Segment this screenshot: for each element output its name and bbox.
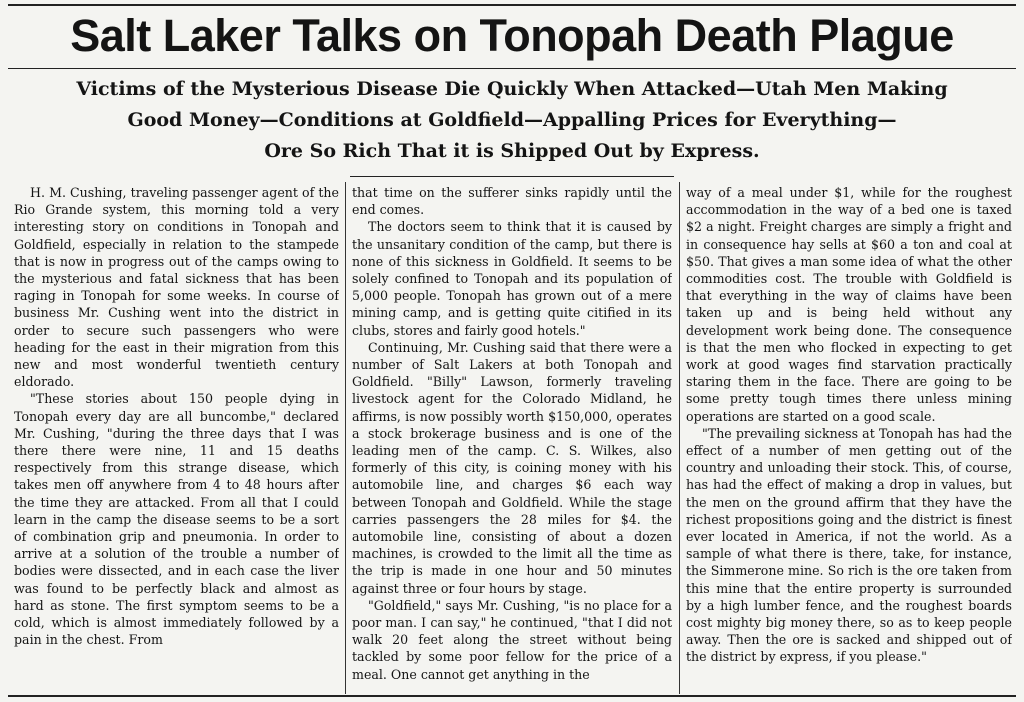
paragraph: "These stories about 150 people dying in Tonopah every day are all buncombe," declared Mr. Cushing, "during the three days that I was there there were nine, 11 and 15 deaths respectively from this strange disease, which takes men off anywhere from 4 to 48 hours after the time they are attacked. From all that I could learn in the camp the disease seems to be a sort of combination grip and pneumonia. In order to arrive at a solution of the trouble a number of bodies were dissected, and in each case the liver was found to be perfectly black and almost as hard as stone. The first symptom seems to be a cold, which is almost immediately followed by a pain in the chest. From <box>14 391 339 648</box>
subheadline-deck <box>0 74 1024 167</box>
deck-line-2: Good Money—Conditions at Goldfield—Appalling Prices for Everything— <box>127 109 897 131</box>
paragraph: that time on the sufferer sinks rapidly until the end comes. <box>352 185 672 218</box>
paragraph: The doctors seem to think that it is caused by the unsanitary condition of the camp, but there is none of this sickness in Goldfield. It seems to be solely confined to Tonopah and its population of 5,000 people. Tonopah has grown out of a mere mining camp, and is getting quite citified in its clubs, stores and fairly good hotels." <box>352 219 672 338</box>
deck-rule <box>350 176 674 177</box>
paragraph: way of a meal under $1, while for the roughest accommodation in the way of a bed one is taxed $2 a night. Freight charges are simply a fright and in consequence hay sells at $60 a ton and coal at $50. That gives a man some idea of what the other commodities cost. The trouble with Goldfield is that everything in the way of claims have been taken up and is being held without any development work being done. The consequence is that the men who flocked in expecting to get work at good wages find starvation practically staring them in the face. There are going to be some pretty tough times there unless mining operations are started on a good scale. <box>686 185 1012 424</box>
bottom-rule <box>8 695 1016 697</box>
article-column-1 <box>14 184 339 690</box>
paragraph: "The prevailing sickness at Tonopah has had the effect of a number of men getting out of the country and unloading their stock. This, of course, has had the effect of making a drop in values, but the men on the ground affirm that they have the richest propositions going and the district is finest ever located in America, if not the world. As a sample of what there is there, take, for instance, the Simmerone mine. So rich is the ore taken from this mine that the entire property is surrounded by a high lumber fence, and the roughest boards cost mighty big money there, so as to keep people away. Then the ore is sacked and shipped out of the district by express, if you please." <box>686 425 1012 665</box>
column-divider <box>345 182 346 694</box>
deck-line-3: Ore So Rich That it is Shipped Out by Express. <box>264 140 760 162</box>
article-column-2 <box>352 184 672 690</box>
paragraph: "Goldfield," says Mr. Cushing, "is no place for a poor man. I can say," he continued, "that I did not walk 20 feet along the street without being tackled by some poor fellow for the price of a meal. One cannot get anything in the <box>352 597 672 682</box>
paragraph: Continuing, Mr. Cushing said that there were a number of Salt Lakers at both Tonopah and Goldfield. "Billy" Lawson, formerly traveling livestock agent for the Colorado Midland, he affirms, is now possibly worth $150,000, operates a stock brokerage business and is one of the leading men of the camp. C. S. Wilkes, also formerly of this city, is coining money with his automobile line, and charges $6 each way between Tonopah and Goldfield. While the stage carries passengers the 28 miles for $4. the automobile line, consisting of about a dozen machines, is crowded to the limit all the time as the trip is made in one hour and 50 minutes against three or four hours by stage. <box>352 339 672 596</box>
headline: Salt Laker Talks on Tonopah Death Plague <box>70 10 954 61</box>
headline-rule <box>8 68 1016 69</box>
top-rule <box>8 4 1016 6</box>
paragraph: H. M. Cushing, traveling passenger agent of the Rio Grande system, this morning told a very interesting story on conditions in Tonopah and Goldfield, especially in relation to the stampede that is now in progress out of the camps owing to the mysterious and fatal sickness that has been raging in Tonopah for some weeks. In course of business Mr. Cushing went into the district in order to secure such passengers who were heading for the east in their migration from this new and most wonderful twentieth century eldorado. <box>14 185 339 390</box>
column-divider <box>679 182 680 694</box>
deck-line-1: Victims of the Mysterious Disease Die Quickly When Attacked—Utah Men Making <box>76 78 948 100</box>
article-column-3 <box>686 184 1012 690</box>
